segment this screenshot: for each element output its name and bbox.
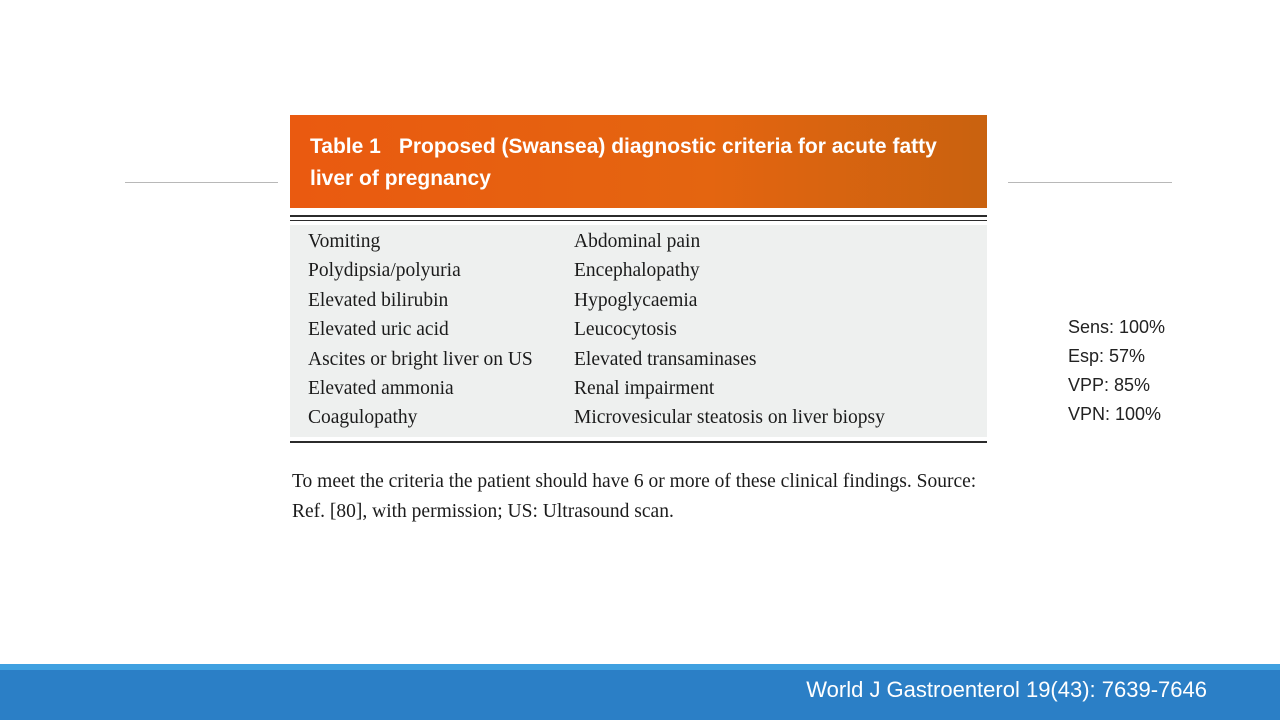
table-row [308, 403, 987, 432]
citation: World J Gastroenterol 19(43): 7639-7646 [806, 677, 1207, 702]
criterion-right: Elevated transaminases [574, 348, 757, 370]
stat-line: Esp: 57% [1068, 346, 1146, 366]
criterion-right: Renal impairment [574, 378, 715, 400]
stat-line: VPN: 100% [1068, 404, 1162, 424]
statistics-list [1068, 313, 1165, 429]
header-rule-thick [290, 215, 987, 217]
criterion-left: Polydipsia/polyuria [308, 260, 461, 282]
table-row [308, 256, 987, 285]
criterion-left: Elevated bilirubin [308, 289, 449, 311]
header-rule-thin [290, 220, 987, 221]
footer-band [0, 664, 1280, 720]
criterion-left: Coagulopathy [308, 407, 418, 429]
criterion-left: Elevated ammonia [308, 378, 454, 400]
table-bottom-rule [290, 441, 987, 443]
criterion-right: Hypoglycaemia [574, 289, 698, 311]
divider-right [1008, 182, 1172, 183]
stat-line: VPP: 85% [1068, 375, 1151, 395]
criterion-right: Abdominal pain [574, 231, 701, 252]
table-header [290, 115, 987, 208]
table-number: Table 1 [310, 135, 381, 158]
divider-left [125, 182, 278, 183]
criterion-right: Microvesicular steatosis on liver biopsy [574, 407, 885, 429]
table-row [308, 374, 987, 403]
criteria-table-figure [290, 115, 987, 527]
table-row [308, 345, 987, 374]
table-row [308, 286, 987, 315]
criterion-left: Vomiting [308, 231, 381, 252]
footer-topline [0, 664, 1280, 670]
criterion-left: Ascites or bright liver on US [308, 348, 533, 370]
table-title: Proposed (Swansea) diagnostic criteria for acute fatty liver of pregnancy [310, 135, 937, 190]
criterion-right: Leucocytosis [574, 319, 677, 341]
table-body [290, 225, 987, 437]
table-row [308, 315, 987, 344]
criterion-left: Elevated uric acid [308, 319, 449, 341]
table-row [308, 227, 987, 256]
table-footnote: To meet the criteria the patient should have 6 or more of these clinical findings. Source: Ref. [80], with permission; US: Ultrasound scan. [292, 470, 977, 522]
criterion-right: Encephalopathy [574, 260, 700, 282]
stat-line: Sens: 100% [1068, 317, 1166, 337]
